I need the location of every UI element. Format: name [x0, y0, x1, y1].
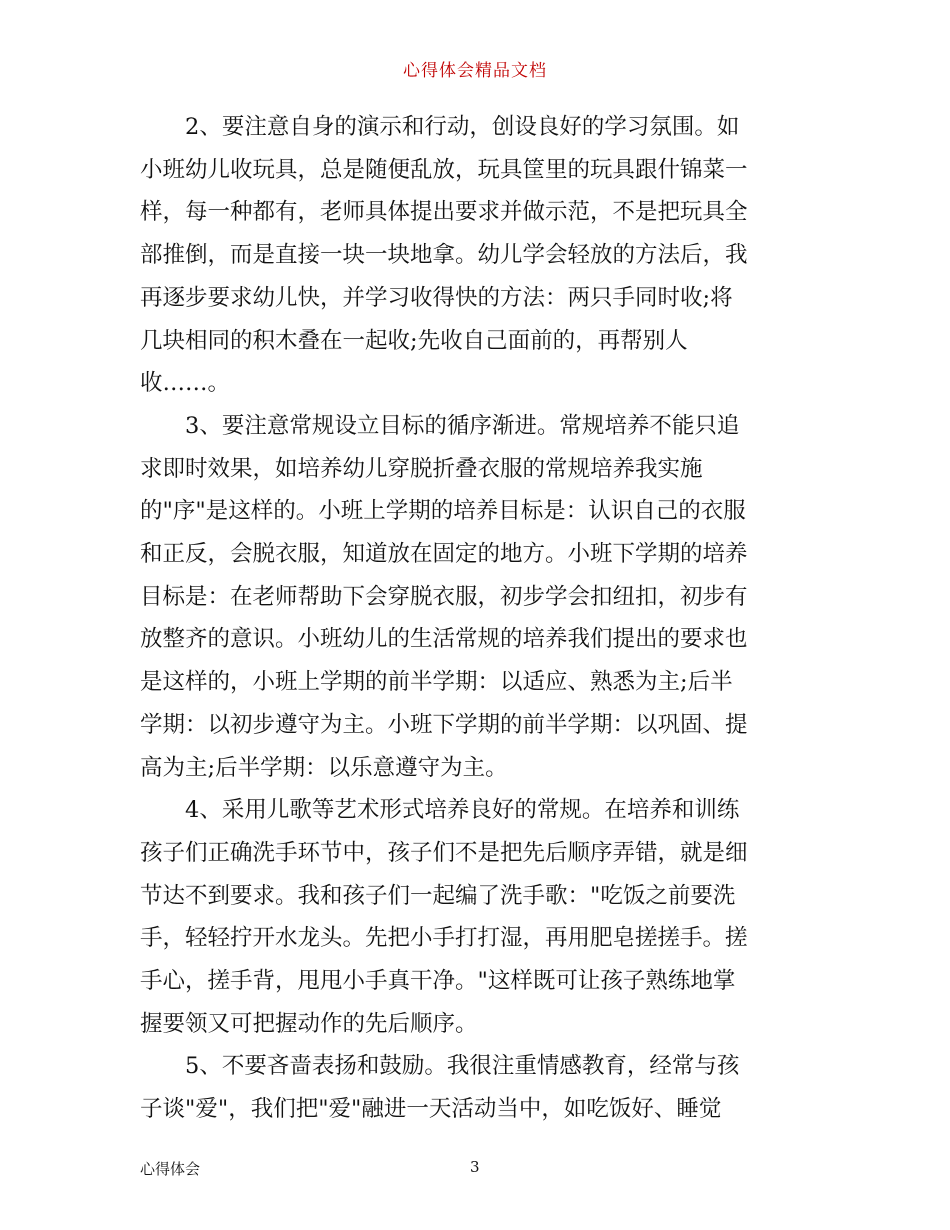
paragraph-line: 学期：以初步遵守为主。小班下学期的前半学期：以巩固、提 [140, 711, 748, 738]
page-number: 3 [470, 1158, 480, 1176]
paragraph-line: 再逐步要求幼儿快，并学习收得快的方法：两只手同时收;将 [140, 284, 733, 311]
paragraph-line: 3、要注意常规设立目标的循序渐进。常规培养不能只追 [185, 412, 740, 439]
paragraph-line: 和正反，会脱衣服，知道放在固定的地方。小班下学期的培养 [140, 541, 748, 568]
paragraph-line: 几块相同的积木叠在一起收;先收自己面前的，再帮别人 [140, 327, 688, 354]
paragraph-line: 手，轻轻拧开水龙头。先把小手打打湿，再用肥皂搓搓手。搓 [140, 925, 748, 952]
paragraph-5 [140, 1045, 812, 1130]
paragraph-line: 目标是：在老师帮助下会穿脱衣服，初步学会扣纽扣，初步有 [140, 583, 748, 610]
paragraph-line: 握要领又可把握动作的先后顺序。 [140, 1010, 478, 1037]
paragraph-line: 2、要注意自身的演示和行动，创设良好的学习氛围。如 [185, 114, 740, 140]
paragraph-2 [140, 106, 812, 405]
paragraph-line: 手心，搓手背，甩甩小手真干净。"这样既可让孩子熟练地掌 [140, 968, 736, 995]
document-body [140, 106, 812, 1131]
paragraph-4 [140, 789, 812, 1045]
paragraph-line: 子谈"爱"，我们把"爱"融进一天活动当中，如吃饭好、睡觉 [140, 1096, 722, 1123]
paragraph-line: 5、不要吝啬表扬和鼓励。我很注重情感教育，经常与孩 [185, 1053, 740, 1080]
document-header-title: 心得体会精品文档 [403, 61, 547, 81]
paragraph-line: 节达不到要求。我和孩子们一起编了洗手歌："吃饭之前要洗 [140, 882, 736, 909]
paragraph-line: 4、采用儿歌等艺术形式培养良好的常规。在培养和训练 [185, 797, 740, 824]
paragraph-line: 是这样的，小班上学期的前半学期：以适应、熟悉为主;后半 [140, 669, 733, 696]
paragraph-3 [140, 405, 812, 789]
paragraph-line: 部推倒，而是直接一块一块地拿。幼儿学会轻放的方法后，我 [140, 242, 748, 269]
paragraph-line: 小班幼儿收玩具，总是随便乱放，玩具筐里的玩具跟什锦菜一 [140, 156, 748, 183]
paragraph-line: 收……。 [140, 370, 231, 397]
paragraph-line: 求即时效果，如培养幼儿穿脱折叠衣服的常规培养我实施 [140, 455, 703, 482]
paragraph-line: 高为主;后半学期：以乐意遵守为主。 [140, 754, 508, 781]
paragraph-line: 放整齐的意识。小班幼儿的生活常规的培养我们提出的要求也 [140, 626, 748, 653]
paragraph-line: 孩子们正确洗手环节中，孩子们不是把先后顺序弄错，就是细 [140, 839, 748, 866]
paragraph-line: 的"序"是这样的。小班上学期的培养目标是：认识自己的衣服 [140, 498, 746, 525]
paragraph-line: 样，每一种都有，老师具体提出要求并做示范，不是把玩具全 [140, 199, 748, 226]
footer-label: 心得体会 [140, 1160, 201, 1178]
